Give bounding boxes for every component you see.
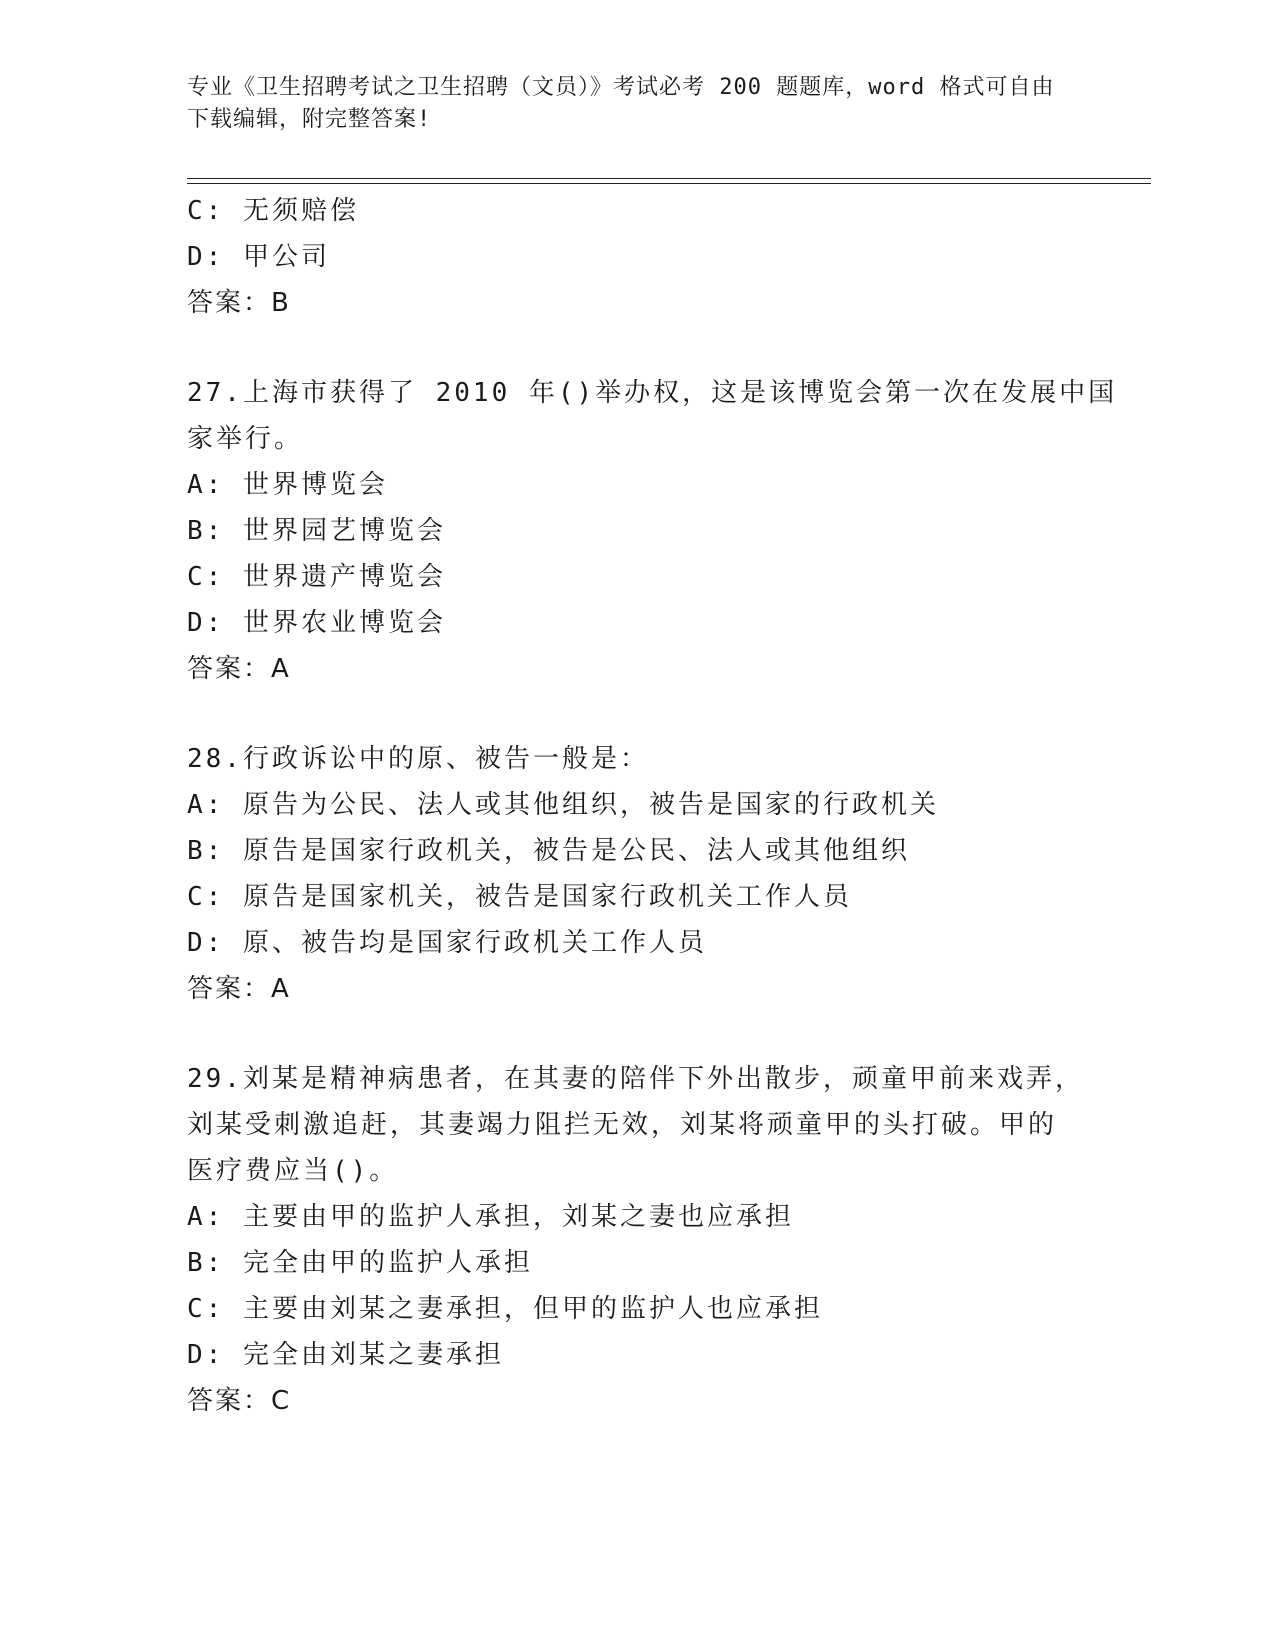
option-label: C: xyxy=(187,1294,225,1324)
question-block-28 xyxy=(187,736,1087,1012)
option-line xyxy=(187,1240,1087,1286)
answer-label: 答案： xyxy=(187,288,272,318)
question-block-29 xyxy=(187,1056,1087,1424)
option-line xyxy=(187,1332,1087,1378)
option-label: C: xyxy=(187,196,225,226)
option-label: A: xyxy=(187,790,225,820)
document-header: 专业《卫生招聘考试之卫生招聘（文员）》考试必考 200 题题库，word 格式可自由下载编辑，附完整答案! xyxy=(187,75,1055,132)
option-label: B: xyxy=(187,516,225,546)
answer-line xyxy=(187,646,1087,692)
option-text: 世界博览会 xyxy=(242,470,388,500)
answer-line xyxy=(187,280,1087,326)
answer-value: A xyxy=(271,654,291,684)
question-block-27 xyxy=(187,370,1118,692)
header-rule-top xyxy=(187,178,1151,179)
answer-value: C xyxy=(271,1386,292,1416)
option-label: B: xyxy=(187,1248,225,1278)
option-text: 世界农业博览会 xyxy=(242,608,446,638)
option-label: A: xyxy=(187,1202,225,1232)
option-label: C: xyxy=(187,882,225,912)
option-text: 主要由甲的监护人承担，刘某之妻也应承担 xyxy=(242,1202,794,1232)
question-text-line: 28.行政诉讼中的原、被告一般是： xyxy=(187,744,649,774)
answer-label: 答案： xyxy=(187,974,272,1004)
answer-label: 答案： xyxy=(187,1386,272,1416)
option-line xyxy=(187,508,1087,554)
option-text: 原告是国家行政机关，被告是公民、法人或其他组织 xyxy=(242,836,910,866)
answer-label: 答案： xyxy=(187,654,272,684)
question-text-line: 家举行。 xyxy=(187,424,304,454)
answer-value: A xyxy=(271,974,291,1004)
option-text: 世界遗产博览会 xyxy=(242,562,446,592)
question-text-line: 27.上海市获得了 2010 年()举办权，这是该博览会第一次在发展中国 xyxy=(187,378,1118,408)
option-line xyxy=(187,188,1087,234)
option-line xyxy=(187,1286,1087,1332)
option-text: 主要由刘某之妻承担，但甲的监护人也应承担 xyxy=(242,1294,823,1324)
header-rule-bottom xyxy=(187,183,1151,184)
option-line xyxy=(187,600,1087,646)
prev-question-block xyxy=(187,188,1087,326)
option-line xyxy=(187,920,1087,966)
option-label: D: xyxy=(187,928,225,958)
option-text: 世界园艺博览会 xyxy=(242,516,446,546)
option-line xyxy=(187,234,1087,280)
option-label: B: xyxy=(187,836,225,866)
answer-line xyxy=(187,966,1087,1012)
option-label: A: xyxy=(187,470,225,500)
option-text: 原告是国家机关，被告是国家行政机关工作人员 xyxy=(242,882,852,912)
option-text: 甲公司 xyxy=(242,242,330,272)
option-text: 原告为公民、法人或其他组织，被告是国家的行政机关 xyxy=(242,790,939,820)
option-line xyxy=(187,554,1087,600)
option-text: 完全由甲的监护人承担 xyxy=(242,1248,533,1278)
question-content xyxy=(187,188,1118,1424)
answer-value: B xyxy=(271,288,291,318)
option-line xyxy=(187,1194,1087,1240)
question-text-line: 29.刘某是精神病患者，在其妻的陪伴下外出散步，顽童甲前来戏弄， xyxy=(187,1064,1084,1094)
option-text: 无须赔偿 xyxy=(242,196,359,226)
option-line xyxy=(187,782,1087,828)
answer-line xyxy=(187,1378,1087,1424)
option-label: C: xyxy=(187,562,225,592)
option-label: D: xyxy=(187,1340,225,1370)
question-text-line: 医疗费应当()。 xyxy=(187,1156,399,1186)
option-text: 原、被告均是国家行政机关工作人员 xyxy=(242,928,707,958)
option-text: 完全由刘某之妻承担 xyxy=(242,1340,504,1370)
option-line xyxy=(187,874,1087,920)
option-label: D: xyxy=(187,242,225,272)
option-line xyxy=(187,828,1087,874)
option-line xyxy=(187,462,1087,508)
option-label: D: xyxy=(187,608,225,638)
question-text-line: 刘某受刺激追赶，其妻竭力阻拦无效，刘某将顽童甲的头打破。甲的 xyxy=(187,1110,1058,1140)
